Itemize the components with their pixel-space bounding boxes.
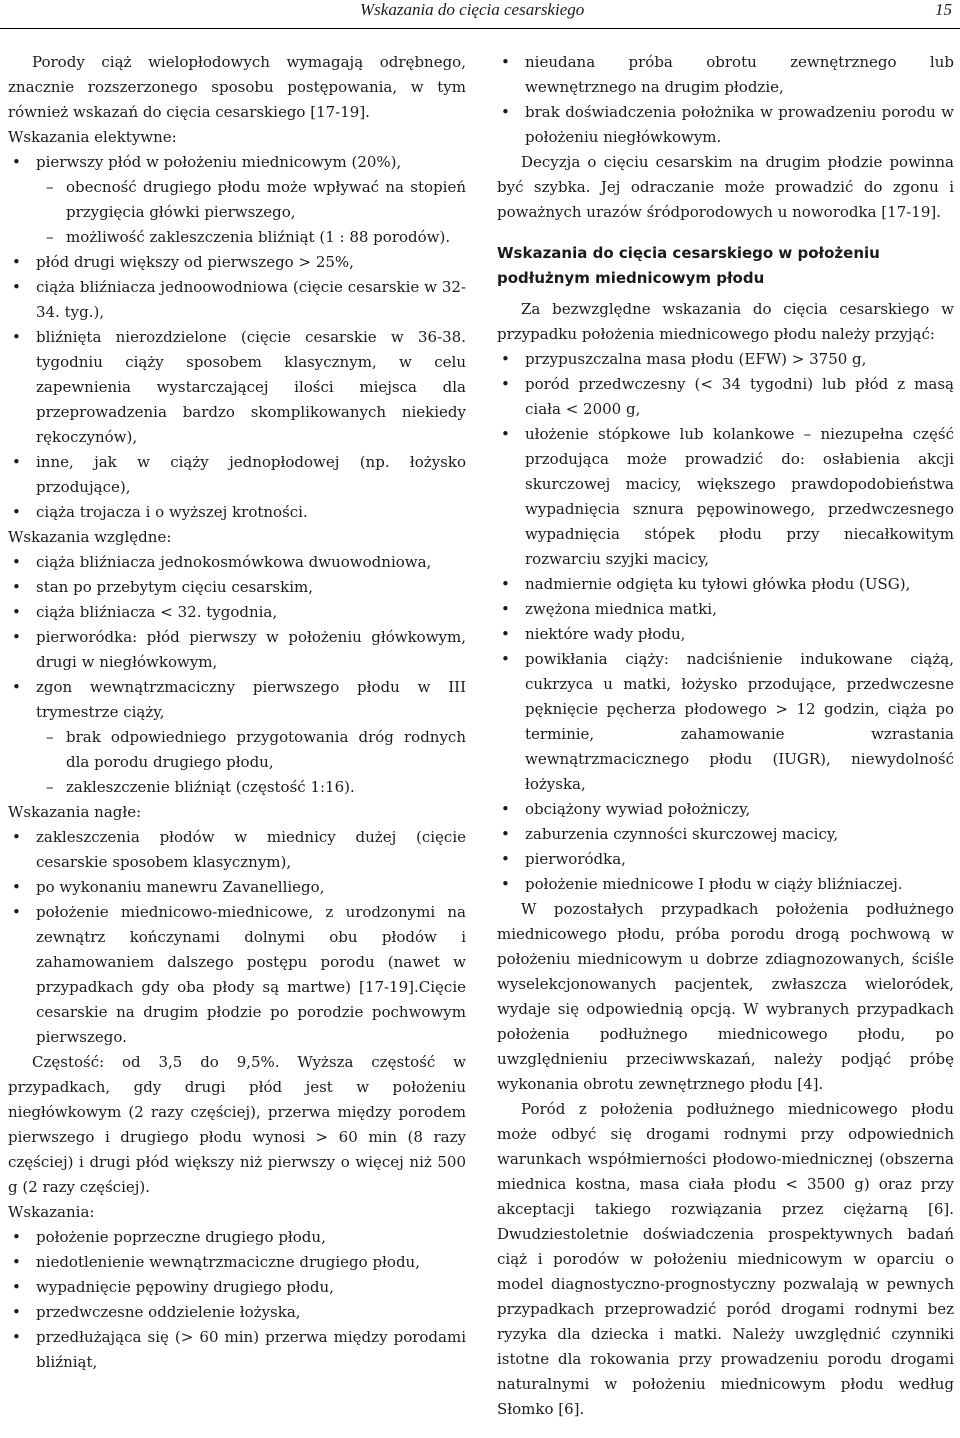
list-item: • zakleszczenia płodów w miednicy dużej (cięcie cesarskie sposobem klasycznym),: [8, 825, 466, 875]
list-item: • stan po przebytym cięciu cesarskim,: [8, 575, 466, 600]
indications-list-continued: [497, 50, 954, 150]
list-item: • wypadnięcie pępowiny drugiego płodu,: [8, 1275, 466, 1300]
indications-list: [8, 1225, 466, 1375]
breech-indications-list: [497, 347, 954, 897]
sub-list-item: – brak odpowiedniego przygotowania dróg rodnych dla porodu drugiego płodu,: [8, 725, 466, 775]
section-heading: Wskazania do cięcia cesarskiego w położeniu podłużnym miednicowym płodu: [497, 244, 880, 287]
list-item: • płód drugi większy od pierwszego > 25%,: [8, 250, 466, 275]
list-item: • zgon wewnątrzmaciczny pierwszego płodu w III trymestrze ciąży,: [8, 675, 466, 725]
intro-paragraph: Porody ciąż wielopłodowych wymagają odrębnego, znacznie rozszerzonego sposobu postępowania, w tym również wskazań do cięcia cesarskiego [17-19].: [8, 53, 466, 121]
list-item: • bliźnięta nierozdzielone (cięcie cesarskie w 36-38. tygodniu ciąży sposobem klasycznym, w celu zapewnienia wystarczającej ilości miejsca dla przeprowadzenia bardzo skomplikowanych niekiedy rękoczynów),: [8, 325, 466, 450]
decision-paragraph: Decyzja o cięciu cesarskim na drugim płodzie powinna być szybka. Jej odraczanie może prowadzić do zgonu i poważnych urazów śródporodowych u noworodka [17-19].: [497, 153, 954, 221]
elective-list-continued: [8, 250, 466, 525]
list-item: • ciąża trojacza i o wyższej krotności.: [8, 500, 466, 525]
list-item: • obciążony wywiad położniczy,: [497, 797, 954, 822]
list-item: • niektóre wady płodu,: [497, 622, 954, 647]
list-item: • nieudana próba obrotu zewnętrznego lub wewnętrznego na drugim płodzie,: [497, 50, 954, 100]
left-column: [8, 50, 466, 1375]
list-item: • przedwczesne oddzielenie łożyska,: [8, 1300, 466, 1325]
frequency-paragraph: Częstość: od 3,5 do 9,5%. Wyższa częstość w przypadkach, gdy drugi płód jest w położeniu niegłówkowym (2 razy częściej), przerwa między porodem pierwszego i drugiego płodu wynosi > 60 min (8 razy częściej) i drugi płód większy niż pierwszy o więcej niż 500 g (2 razy częściej).: [8, 1053, 466, 1196]
list-item: • pierworódka: płód pierwszy w położeniu główkowym, drugi w niegłówkowym,: [8, 625, 466, 675]
urgent-list: [8, 825, 466, 1050]
relative-label: Wskazania względne:: [8, 528, 172, 546]
body-paragraph: Poród z położenia podłużnego miednicowego płodu może odbyć się drogami rodnymi przy odpowiednich warunkach współmierności płodowo-miednicznej (obszerna miednica kostna, masa ciała płodu < 3500 g) oraz przy akceptacji takiego rozwiązania przez ciężarną [6]. Dwudziestoletnie doświadczenia prospektywnych badań ciąż i porodów w położeniu miednicowym w oparciu o model diagnostyczno-prognostyczny pozwalają w pewnych przypadkach przeprowadzić poród drogami rodnymi bez ryzyka dla dziecka i matki. Należy uwzględnić czynniki istotne dla rokowania przy prowadzeniu porodu drogami naturalnymi w położeniu miednicowym płodu według Słomko [6].: [497, 1100, 954, 1418]
elective-label: Wskazania elektywne:: [8, 128, 177, 146]
list-item: • inne, jak w ciąży jednopłodowej (np. łożysko przodujące),: [8, 450, 466, 500]
elective-sublist: [8, 175, 466, 250]
page-number: 15: [935, 0, 952, 19]
list-item: • pierworódka,: [497, 847, 954, 872]
urgent-label: Wskazania nagłe:: [8, 803, 142, 821]
list-item: • zaburzenia czynności skurczowej macicy,: [497, 822, 954, 847]
body-paragraph: W pozostałych przypadkach położenia podłużnego miednicowego płodu, próba porodu drogą pochwową w położeniu miednicowym u dobrze zdiagnozowanych, ściśle wyselekcjonowanych pacjentek, zwłaszcza wieloródek, wydaje się odpowiednią opcją. W wybranych przypadkach położenia podłużnego miednicowego płodu, po uwzględnieniu przeciwwskazań, należy podjąć próbę wykonania obrotu zewnętrznego płodu [4].: [497, 900, 954, 1093]
list-item: • położenie miednicowo-miednicowe, z urodzonymi na zewnątrz kończynami dolnymi obu płodów i zahamowaniem dalszego postępu porodu (nawet w przypadkach gdy oba płody są martwe) [17-19].Cięcie cesarskie na drugim płodzie po porodzie pochwowym pierwszego.: [8, 900, 466, 1050]
elective-list: [8, 150, 466, 175]
list-item: • powikłania ciąży: nadciśnienie indukowane ciążą, cukrzyca u matki, łożysko przodujące, przedwczesne pęknięcie pęcherza płodowego > 12 godzin, ciąża po terminie, zahamowanie wzrastania wewnątrzmacicznego płodu (IUGR), niewydolność łożyska,: [497, 647, 954, 797]
relative-sublist: [8, 725, 466, 800]
list-item: • ciąża bliźniacza < 32. tygodnia,: [8, 600, 466, 625]
list-item: • nadmiernie odgięta ku tyłowi główka płodu (USG),: [497, 572, 954, 597]
list-item: • ułożenie stópkowe lub kolankowe – niezupełna część przodująca może prowadzić do: osłabienia akcji skurczowej macicy, większego prawdopodobieństwa wypadnięcia sznura pępowinowego, przedwczesnego wypadnięcia stópek płodu przy niecałkowitym rozwarciu szyjki macicy,: [497, 422, 954, 572]
list-item: • położenie miednicowe I płodu w ciąży bliźniaczej.: [497, 872, 954, 897]
absolute-paragraph: Za bezwzględne wskazania do cięcia cesarskiego w przypadku położenia miednicowego płodu należy przyjąć:: [497, 300, 954, 343]
list-item: • przypuszczalna masa płodu (EFW) > 3750 g,: [497, 347, 954, 372]
sub-list-item: – zakleszczenie bliźniąt (częstość 1:16).: [8, 775, 466, 800]
running-header: [0, 0, 960, 30]
list-item: • pierwszy płód w położeniu miednicowym (20%),: [8, 150, 466, 175]
sub-list-item: – obecność drugiego płodu może wpływać na stopień przygięcia główki pierwszego,: [8, 175, 466, 225]
relative-list: [8, 550, 466, 725]
right-column: [497, 50, 954, 1422]
running-title: Wskazania do cięcia cesarskiego: [360, 0, 585, 19]
list-item: • brak doświadczenia położnika w prowadzeniu porodu w położeniu niegłówkowym.: [497, 100, 954, 150]
list-item: • poród przedwczesny (< 34 tygodni) lub płód z masą ciała < 2000 g,: [497, 372, 954, 422]
sub-list-item: – możliwość zakleszczenia bliźniąt (1 : 88 porodów).: [8, 225, 466, 250]
indications-label: Wskazania:: [8, 1203, 95, 1221]
list-item: • ciąża bliźniacza jednokosmówkowa dwuowodniowa,: [8, 550, 466, 575]
list-item: • przedłużająca się (> 60 min) przerwa między porodami bliźniąt,: [8, 1325, 466, 1375]
list-item: • ciąża bliźniacza jednoowodniowa (cięcie cesarskie w 32-34. tyg.),: [8, 275, 466, 325]
list-item: • po wykonaniu manewru Zavanelliego,: [8, 875, 466, 900]
list-item: • położenie poprzeczne drugiego płodu,: [8, 1225, 466, 1250]
list-item: • niedotlenienie wewnątrzmaciczne drugiego płodu,: [8, 1250, 466, 1275]
header-rule: [0, 28, 960, 29]
list-item: • zwężona miednica matki,: [497, 597, 954, 622]
